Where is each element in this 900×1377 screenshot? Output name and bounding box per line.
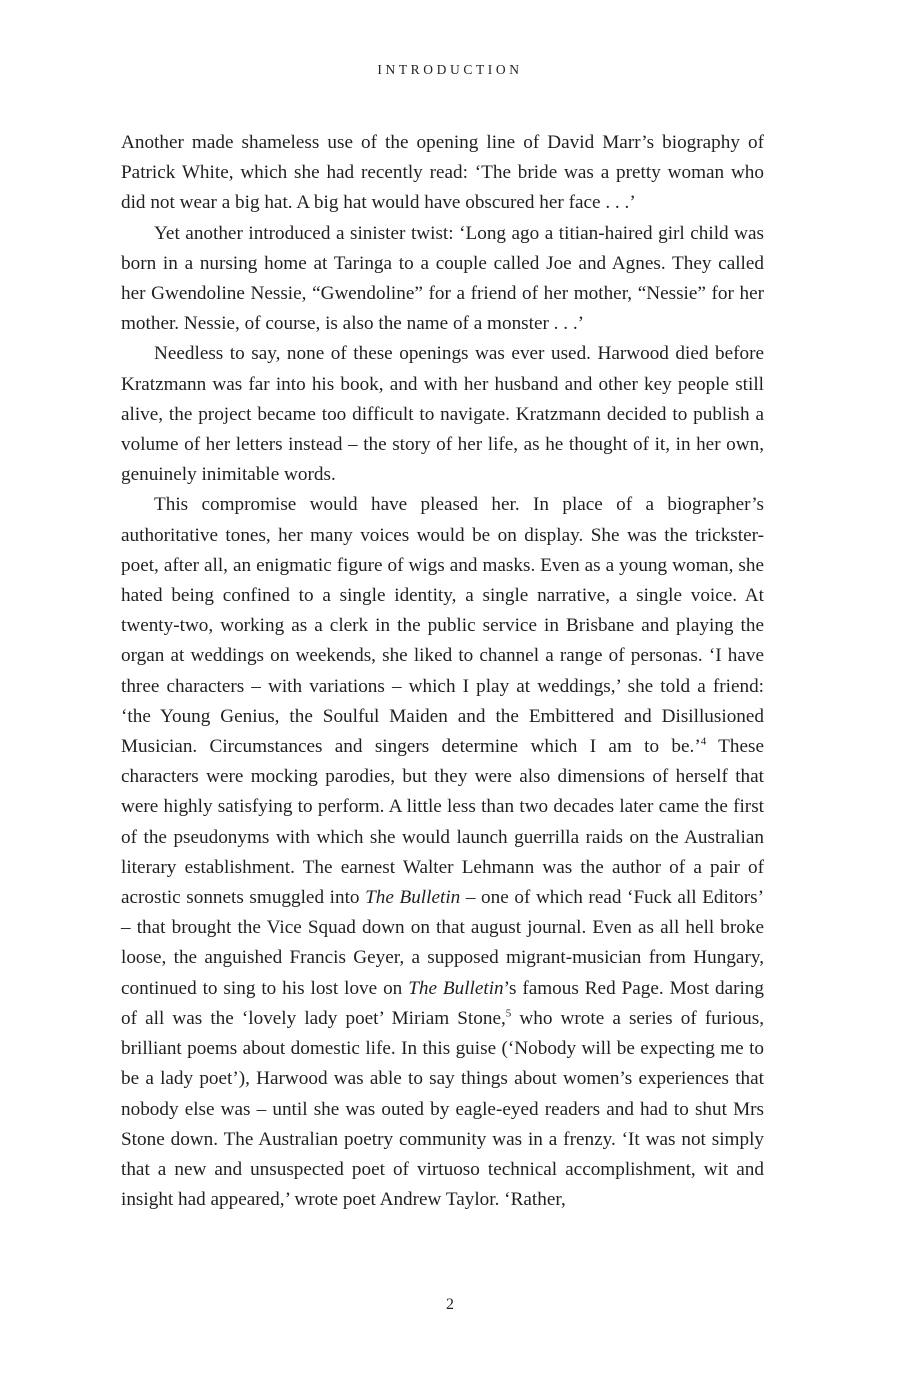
- paragraph-3: [121, 339, 764, 490]
- text-run: These characters were mocking parodies, but they were also dimensions of herself that were highly satisfying to perform. A little less than two decades later came the first of the pseudonyms with which she would launch guerrilla raids on the Australian literary establishment. The earnest Walter Lehmann was the author of a pair of acrostic sonnets smuggled into: [121, 736, 764, 909]
- text-run: ’s famous Red Page. Most daring of all was the ‘lovely lady poet’ Miriam Stone,: [121, 977, 764, 1029]
- text-run: Another made shameless use of the opening line of David Marr’s biography of Patrick White, which she had recently read: ‘The bride was a pretty woman who did not wear a big hat. A big hat would have obscured her face . . .’: [121, 132, 764, 214]
- paragraph-1: [121, 128, 764, 219]
- body-text: [121, 128, 764, 1215]
- text-run: Yet another introduced a sinister twist: ‘Long ago a titian-haired girl child was born in a nursing home at Taringa to a couple called Joe and Agnes. They called her Gwendoline Nessie, “Gwendoline” for a friend of her mother, “Nessie” for her mother. Nessie, of course, is also the name of a monster . . .’: [121, 222, 764, 335]
- italic-title: The Bulletin: [408, 977, 504, 999]
- text-run: Needless to say, none of these openings was ever used. Harwood died before Kratzmann was far into his book, and with her husband and other key people still alive, the project became too difficult to navigate. Kratzmann decided to publish a volume of her letters instead – the story of her life, as he thought of it, in her own, genuinely inimitable words.: [121, 343, 764, 486]
- footnote-marker: 4: [700, 735, 707, 748]
- paragraph-2: [121, 219, 764, 340]
- text-run: who wrote a series of furious, brilliant poems about domestic life. In this guise (‘Nobody will be expecting me to be a lady poet’), Harwood was able to say things about women’s experiences that nobody else was – until she was outed by eagle-eyed readers and had to shut Mrs Stone down. The Australian poetry community was in a frenzy. ‘It was not simply that a new and unsuspected poet of virtuoso technical accomplishment, wit and insight had appeared,’ wrote poet Andrew Taylor. ‘Rather,: [121, 1007, 764, 1211]
- text-run: – one of which read ‘Fuck all Editors’ – that brought the Vice Squad down on that august journal. Even as all hell broke loose, the anguished Francis Geyer, a supposed migrant-musician from Hungary, continued to sing to his lost love on: [121, 887, 765, 999]
- paragraph-4: [121, 490, 764, 1215]
- italic-title: The Bulletin: [365, 887, 461, 909]
- footnote-marker: 5: [505, 1007, 512, 1020]
- running-head: INTRODUCTION: [377, 62, 523, 77]
- text-run: This compromise would have pleased her. In place of a biographer’s authoritative tones, her many voices would be on display. She was the trickster-poet, after all, an enigmatic figure of wigs and masks. Even as a young woman, she hated being confined to a single identity, a single narrative, a single voice. At twenty-two, working as a clerk in the public service in Brisbane and playing the organ at weddings on weekends, she liked to channel a range of personas. ‘I have three characters – with variations – which I play at weddings,’ she told a friend: ‘the Young Genius, the Soulful Maiden and the Embittered and Disillusioned Musician. Circumstances and singers determine which I am to be.’: [121, 494, 764, 758]
- page-number: 2: [446, 1296, 454, 1313]
